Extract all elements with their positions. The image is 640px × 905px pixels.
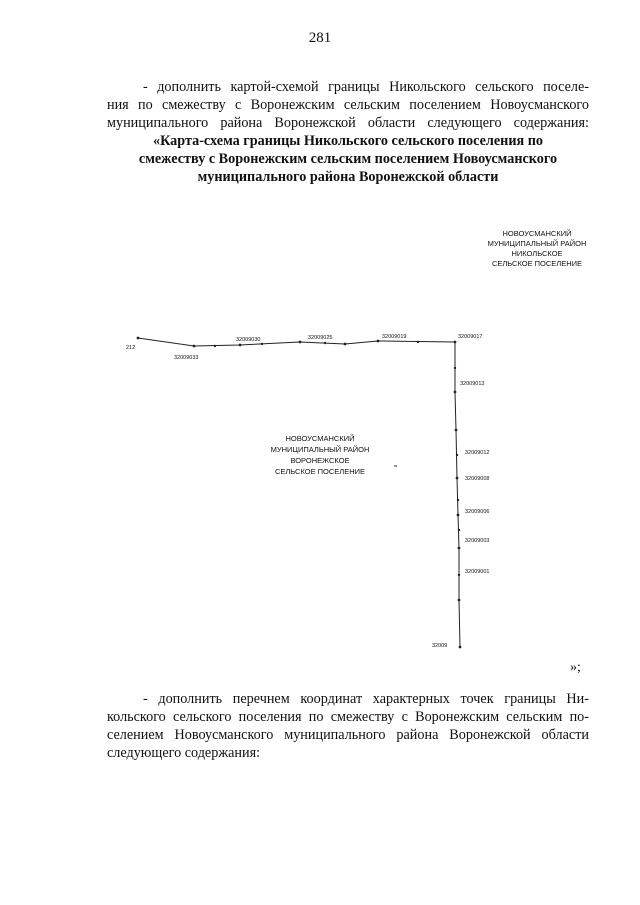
vertex-point xyxy=(344,343,347,346)
vertex-point xyxy=(214,345,216,347)
closing-quote: »; xyxy=(570,660,581,675)
point-label: 32009 xyxy=(432,643,448,649)
vertex-point xyxy=(455,429,458,432)
region-line: СЕЛЬСКОЕ ПОСЕЛЕНИЕ xyxy=(274,467,366,476)
vertex-point xyxy=(324,342,326,344)
title-line: смежеству с Воронежским сельским поселением Новоусманского xyxy=(138,151,558,167)
vertex-point xyxy=(456,477,459,480)
region-line: СЕЛЬСКОЕ ПОСЕЛЕНИЕ xyxy=(491,259,583,268)
point-label: 32009017 xyxy=(458,334,483,340)
region-line: МУНИЦИПАЛЬНЫЙ РАЙОН xyxy=(487,239,587,248)
point-label: 32009008 xyxy=(465,476,490,482)
region-line: НИКОЛЬСКОЕ xyxy=(511,249,563,258)
text-line: муниципального района Воронежской области следующего содержания: xyxy=(107,115,589,131)
vertex-point xyxy=(377,340,380,343)
boundary-vertices xyxy=(137,337,462,649)
text-line: следующего содержания: xyxy=(107,745,261,761)
vertex-point xyxy=(459,646,462,649)
vertex-point xyxy=(457,514,460,517)
vertex-point xyxy=(458,547,461,550)
vertex-point xyxy=(239,344,242,347)
vertex-point xyxy=(454,367,456,369)
paragraph-coordinates-intro xyxy=(107,690,589,762)
vertex-point xyxy=(193,345,196,348)
text-line: кольского сельского поселения по смежеству с Воронежским сельским по- xyxy=(107,709,589,725)
region-line: ВОРОНЕЖСКОЕ xyxy=(290,456,350,465)
vertex-point xyxy=(454,391,457,394)
point-labels xyxy=(126,334,489,649)
text-line: - дополнить картой-схемой границы Никольского сельского поселе- xyxy=(143,79,589,95)
point-label: 32009030 xyxy=(236,337,261,343)
point-label: 32009019 xyxy=(382,334,407,340)
point-label: 32009003 xyxy=(465,538,490,544)
region-line: НОВОУСМАНСКИЙ xyxy=(285,434,355,443)
vertex-point xyxy=(457,499,459,501)
page-number: 281 xyxy=(308,30,332,46)
vertex-point xyxy=(458,529,460,531)
region-line: МУНИЦИПАЛЬНЫЙ РАЙОН xyxy=(270,445,370,454)
point-label: 32009025 xyxy=(308,335,333,341)
vertex-point xyxy=(458,599,461,602)
point-label: 32009012 xyxy=(465,450,490,456)
upper-region-label xyxy=(488,229,587,268)
text-line: - дополнить перечнем координат характерных точек границы Ни- xyxy=(143,691,589,707)
vertex-point xyxy=(261,343,263,345)
lower-region-label xyxy=(271,434,370,476)
region-line: НОВОУСМАНСКИЙ xyxy=(502,229,572,238)
title-line: «Карта-схема границы Никольского сельского поселения по xyxy=(152,133,544,149)
point-label: 32009013 xyxy=(460,381,485,387)
vertex-point xyxy=(417,341,419,343)
vertex-point xyxy=(137,337,140,340)
point-label: 32009001 xyxy=(465,569,490,575)
point-label: 212 xyxy=(126,345,136,351)
boundary-line xyxy=(138,338,460,647)
vertex-point xyxy=(456,454,458,456)
vertex-point xyxy=(458,574,460,576)
text-line: ния по смежеству с Воронежским сельским поселением Новоусманского xyxy=(107,97,589,113)
point-label: 32009006 xyxy=(465,509,490,515)
vertex-point xyxy=(299,341,302,344)
vertex-point xyxy=(454,341,457,344)
title-line: муниципального района Воронежской области xyxy=(197,169,499,185)
text-line: селением Новоусманского муниципального района Воронежской области xyxy=(107,727,589,743)
point-label: 32009033 xyxy=(174,355,199,361)
